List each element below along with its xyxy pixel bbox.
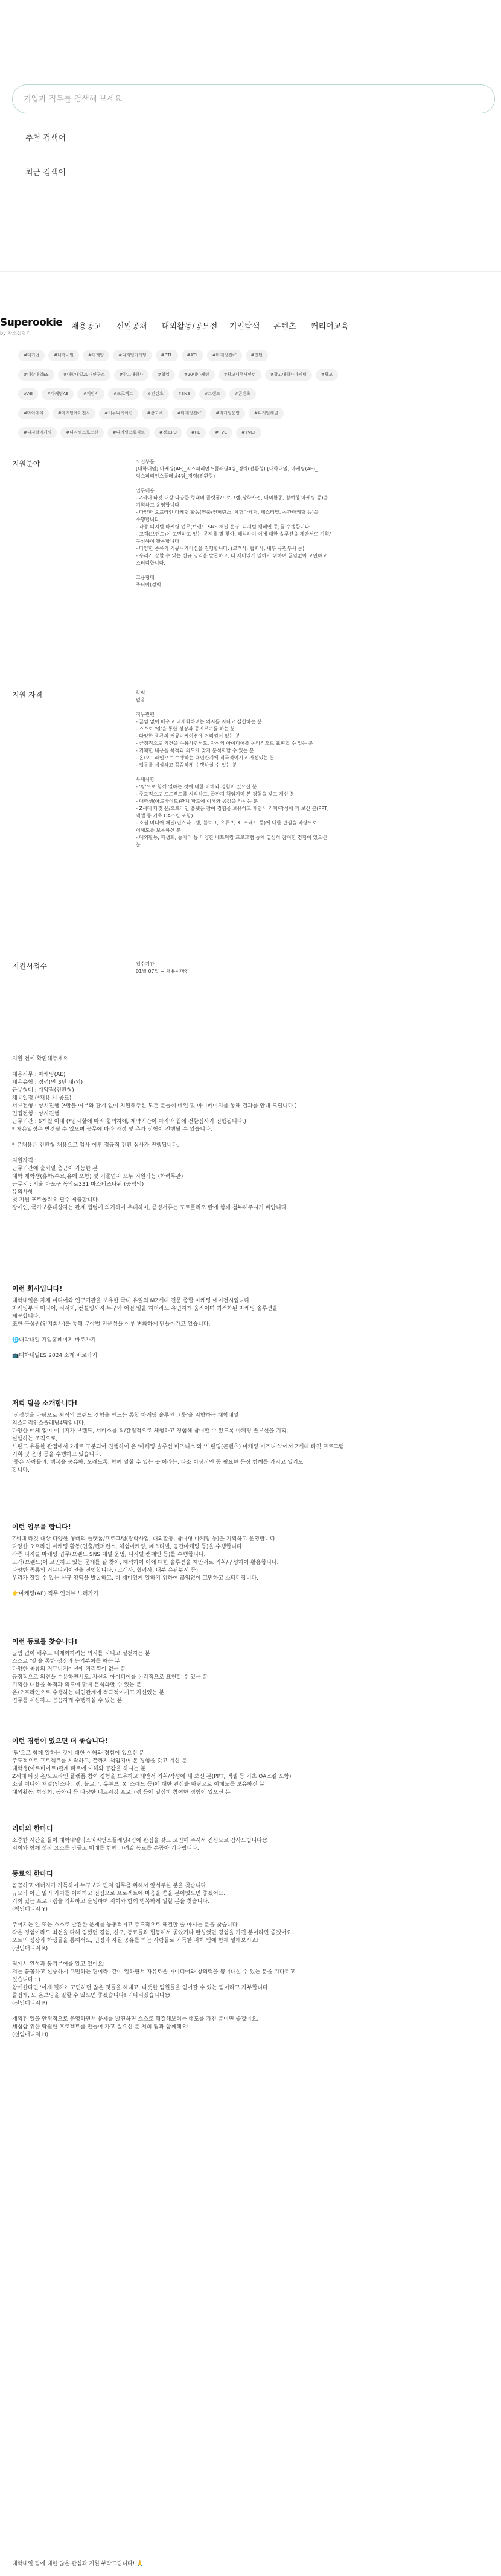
text-line: '팀'으로 함께 일하는 것에 대한 이해와 경험이 있으신 분 xyxy=(12,1750,145,1756)
nav-new-grad[interactable]: 신입공채 xyxy=(116,322,147,331)
section-heading: 이런 동료를 찾습니다! xyxy=(12,1638,78,1645)
text-line xyxy=(12,1329,489,1337)
tag[interactable]: #PD xyxy=(186,427,206,438)
tag[interactable]: #트렌드 xyxy=(199,388,226,400)
text-line: * 본채용은 전환형 채용으로 입사 이후 정규직 전환 심사가 진행됩니다. xyxy=(12,1142,179,1148)
text-line: 근무기간 : 6개월 이내 (*입사할에 따라 협의하에, 계약기간이 마지막 월에 전환심사가 진행됩니다.) xyxy=(12,1119,246,1125)
text-line xyxy=(136,567,492,574)
nav-contents[interactable]: 콘텐츠 xyxy=(273,322,296,331)
tag[interactable]: #대기업 xyxy=(18,350,45,361)
text-line: - 다양한 종류의 커뮤니케이션을 진행합니다. (고객사, 협력사, 내부 유관부서 등) xyxy=(136,546,305,551)
text-line: - '팀'으로 함께 일하는 것에 대한 이해와 경험이 있으신 분 xyxy=(136,784,257,790)
section-heading: 이런 회사입니다! xyxy=(12,1285,63,1293)
qualification-content xyxy=(136,689,492,849)
text-line: 학력 xyxy=(136,690,145,695)
text-line: 익스피리언스플래닝4팀입니다. xyxy=(12,1420,86,1426)
text-line: 직무관련 xyxy=(136,712,155,717)
tag-row xyxy=(18,350,495,363)
text-line: 근무지 : 서울 마포구 독막로331 마스터즈타워 (공덕역) xyxy=(12,1182,144,1188)
text-line: 실행하는 조직으로, xyxy=(12,1436,58,1442)
text-line xyxy=(136,480,492,487)
text-line: 대외활동, 학생회, 동아리 등 다양한 네트워킹 프로그램 등에 열심히 참여한 경험이 있으신 분 xyxy=(12,1790,231,1796)
tag[interactable]: #컨텐츠 xyxy=(142,388,169,400)
text-line: (선임매니저 P) xyxy=(12,2001,48,2007)
text-line: [대학내일] 마케팅(AE)_익스피리언스플래닝4팀_경력(전환형) [대학내일] 마케팅(AE)_ xyxy=(136,466,318,472)
tag[interactable]: #광고대행사인턴 xyxy=(219,369,261,381)
recommended-keywords-label: 추천 검색어 xyxy=(25,134,66,143)
text-line: 업무내용 xyxy=(136,488,155,493)
text-line: '좋은 사람들과, 행복을 공유하, 오래도록, 함께 일할 수 있는 곳'이라는, 다소 이상적인 꿈 필요한 문장 함께를 가지고 있기도 xyxy=(12,1460,304,1466)
tag[interactable]: #마케팅전략 xyxy=(172,408,207,419)
text-line: 기획한 내용을 목적과 의도에 맞게 분석화할 수 있는 분 xyxy=(12,1682,142,1688)
section-heading: 동료의 한마디 xyxy=(12,1870,53,1878)
text-line: 없음 xyxy=(136,697,145,703)
text-line xyxy=(12,1150,489,1157)
text-line: 기획 및 운영 등을 수행하고 있습니다. xyxy=(12,1452,101,1458)
tag[interactable]: #TVC xyxy=(209,427,232,438)
text-line: - 소셜 미디어 채널(인스타그램, 블로그, 유튜브, X, 스레드 등)에 대한 관심을 바탕으로 xyxy=(136,820,318,826)
text-line: - 다양한 오프라인 마케팅 활동(연출/컨퍼런스, 체험마케팅, 페스티벌, 공간마케팅 등)을 xyxy=(136,510,319,515)
text-line: 우리가 잘할 수 있는 신규 영역을 발굴하고, 더 재미있게 일하기 위하여 끊임없이 고민하고 스터디합니다. xyxy=(12,1575,259,1581)
tag[interactable]: #마케팅 xyxy=(83,350,109,361)
nav-companies[interactable]: 기업탐색 xyxy=(229,322,260,331)
tag[interactable]: #대학내일ES xyxy=(18,369,54,381)
text-line: 근무형태 : 계약직(전환형) xyxy=(12,1087,74,1093)
text-line: - 긍정적으로 의견을 수용하면서도, 자신의 아이디어를 논리적으로 표현할 수 있는 분 xyxy=(136,741,313,746)
text-line: - 대외활동, 학생회, 동아리 등 다양한 네트워킹 프로그램 등에 열심히 참여한 경험이 있으신 xyxy=(136,835,327,840)
text-line xyxy=(12,1063,489,1071)
text-line: (선임매니저 H) xyxy=(12,2032,49,2038)
tag[interactable]: #대학내일 xyxy=(48,350,79,361)
text-line: - 대학생(아르바이트)관계 파트에 이해와 공감을 하시는 분 xyxy=(136,799,258,804)
text-line: 기회 있는 프로그램을 기획하고 운영하며 저희와 함께 행복하게 일할 분을 찾습니다. xyxy=(12,1899,210,1905)
closing-text: 대학내일 팀에 대한 많은 관심과 지원 부탁드립니다! 🙏 xyxy=(12,2561,144,2567)
tag[interactable]: #ATL xyxy=(182,350,203,361)
text-line: 유의사항 xyxy=(12,1189,33,1195)
tag[interactable]: #마케팅AE xyxy=(42,388,74,400)
section-heading: 이런 업무를 합니다! xyxy=(12,1523,71,1531)
text-line: - 각종 디지털 마케팅 업무(브랜드 SNS 채널 운영, 디지털 캠페인 등)를 수행합니다. xyxy=(136,524,311,530)
text-line: 수행합니다. xyxy=(136,517,161,522)
text-line: 긍정적으로 의견을 수용하면서도, 자신의 아이디어를 논리적으로 표현할 수 있는 분 xyxy=(12,1674,208,1680)
text-line: 팀에서 완성과 동기부여를 알고 있어요! xyxy=(12,1961,106,1967)
text-line xyxy=(12,1914,489,1922)
text-line: 규모가 아닌 일의 가치를 이해하고 진심으로 프로젝트에 마음을 쏟을 분이었으면 좋겠어요. xyxy=(12,1891,226,1897)
tag-list xyxy=(18,350,495,446)
text-line: 소셜 미디어 채널(인스타그램, 블로그, 유튜브, X, 스레드 등)에 대한 관심을 바탕으로 이해도를 보유하신 분 xyxy=(12,1782,265,1788)
text-line: - 우리가 잘할 수 있는 신규 영역을 발굴하고, 더 재미있게 일하기 위하여 끊임없이 고민하고 xyxy=(136,553,327,559)
text-line xyxy=(12,2008,489,2016)
text-line: 주니어(경력 xyxy=(136,582,161,587)
text-line: '진정성을 바탕으로 최적의 브랜드 경험을 만드는 통합 마케팅 솔루션 그룹'을 지향하는 대학내일 xyxy=(12,1413,239,1419)
text-line: 장애인, 국가보훈대상자는 관계 법령에 의거하여 우대하며, 증빙서류는 포트폴리오 란에 함께 첨부해주시기 바랍니다. xyxy=(12,1205,289,1211)
tag[interactable]: #디지털프로젝트 xyxy=(107,427,150,438)
qualification-label: 지원 자격 xyxy=(12,691,43,699)
text-line: - 주도적으로 프로젝트를 시작하고, 끝까지 책임지며 본 경험을 갖고 계신 분 xyxy=(136,791,295,797)
tag[interactable]: #커뮤니케이션 xyxy=(99,408,138,419)
text-line: 업무를 세심하고 꼼꼼하게 수행하실 수 있는 분 xyxy=(12,1698,123,1704)
about-section xyxy=(12,1285,489,1360)
interview-link[interactable]: 👉마케팅(AE) 직무 인터뷰 보러가기 xyxy=(12,1591,98,1597)
text-line: - 스스로 '일'을 통한 성장과 동기부여를 하는 분 xyxy=(136,726,235,732)
text-line: 끊임 없이 배우고 내재화하려는 의지를 지니고 실천하는 분 xyxy=(12,1651,150,1657)
text-line: - 고객(브랜드)이 고민하고 있는 문제를 잘 찾아, 해석하여 이에 대한 솔루션을 제안서로 기획/ xyxy=(136,531,331,537)
text-line: - Z세대 타깃 온/오프라인 플랫폼 참여 경험을 보유하고 제안서 기획/작성에 꽤 보신 분(PPT, xyxy=(136,806,329,811)
tag[interactable]: #대학내일20대연구소 xyxy=(58,369,110,381)
intro-section xyxy=(12,1055,489,1212)
peer-section xyxy=(12,1870,489,2039)
text-line: 포트의 성장과 학생들을 통해서도, 인정과 자원 공유를 하는 사람들로 가득한 저희 팀에 함께 일해보시죠! xyxy=(12,1938,259,1944)
logo[interactable]: Superookie xyxy=(0,317,63,329)
tag[interactable]: #프로젝트 xyxy=(108,388,139,400)
text-line xyxy=(136,769,492,776)
intro-video-link[interactable]: 📺대학내일ES 2024 소개 바로가기 xyxy=(12,1353,98,1359)
text-line: 다양한 종류의 커뮤니케이션을 진행합니다. (고객사, 협력사, 내부 유관부서 등) xyxy=(12,1568,199,1574)
text-line xyxy=(12,1583,489,1590)
text-line: 저희와 함께 성장 요소를 만들고 미래를 함께 그려갈 동료를 손꼽아 기다립니다. xyxy=(12,1846,199,1852)
tag[interactable]: #마케팅전략 xyxy=(207,350,242,361)
text-line: 꼼꼼하고 에너지가 가득하여 누구보다 먼저 업무를 위해서 앞서주실 분을 찾습니다. xyxy=(12,1883,208,1889)
text-line: 브랜드 유통한 관점에서 2개로 구분되어 진행하여 온 '마케팅 솔루션 비즈니스'와 '브랜딩(콘텐츠) 마케팅 비즈니스'에서 Z세대 타깃 프로그램 xyxy=(12,1444,344,1450)
text-line: 이해도를 보유하신 분 xyxy=(136,828,181,833)
text-line: 다양한 매체 없이 이미지가 브랜드, 서비스를 직/간접적으로 체험하고 경험해 참여할 수 있도록 마케팅 솔루션을 기획, xyxy=(12,1428,289,1434)
tag[interactable]: #광고대행사 xyxy=(114,369,149,381)
text-line xyxy=(136,704,492,711)
text-line: 채용유형 : 경력(만 3년 내/외) xyxy=(12,1080,83,1086)
section-heading: 리더의 한마디 xyxy=(12,1824,53,1832)
tag[interactable]: #디지털마케팅 xyxy=(18,427,57,438)
text-line: 각은 경험이라도 최선을 다해 임했던 경험, 친구, 동료들과 협동해서 좋았거나 완성했던 경험을 가진 분이라면 좋겠어요. xyxy=(12,1930,293,1936)
application-period-label: 지원서접수 xyxy=(12,962,47,970)
text-line: Z세대 타깃 대상 다양한 형태의 플랫폼/프로그램(장학사업, 대외활동, 참여형 마케팅 등)을 기획하고 운영합니다. xyxy=(12,1536,277,1542)
application-period-content xyxy=(136,961,492,975)
text-line: 대학내일은 자체 미디어와 연구기관을 보유한 국내 유일의 MZ세대 전문 종합 마케팅 에이전시입니다. xyxy=(12,1298,252,1304)
tag-row xyxy=(18,369,495,382)
tag[interactable]: #TVCF xyxy=(236,427,261,438)
divider xyxy=(0,271,501,272)
homepage-link[interactable]: 🌐대학내일 기업홈페이지 바로가기 xyxy=(12,1337,96,1343)
text-line: 대학 재학생(휴학/수료,유예 포함) 및 기졸업자 모두 지원가능 (학력무관) xyxy=(12,1174,183,1180)
logo-subtitle: by 자소설닷컴 xyxy=(0,331,31,336)
leader-section xyxy=(12,1824,489,1853)
text-line: - 업무를 세심하고 꼼꼼하게 수행하실 수 있는 분 xyxy=(136,762,237,768)
text-line: 계획된 일을 안정적으로 운영하면서 문제를 발견하면 스스로 해결해보려는 태도를 가진 분이면 좋겠어요. xyxy=(12,2016,259,2022)
text-line: 01월 07일 ~ 채용시마감 xyxy=(136,969,190,974)
text-line: 스스로 '일'을 통한 성장과 동기부여를 하는 분 xyxy=(12,1659,120,1665)
closing-section xyxy=(12,2560,489,2568)
text-line: 기획하고 운영합니다. xyxy=(136,502,181,508)
text-line: 근무기간에 출퇴일 출근이 가능한 분 xyxy=(12,1166,98,1172)
tag[interactable]: #20대마케팅 xyxy=(179,369,215,381)
text-line: 즐겁게, 또 온보딩을 일할 수 있으면 좋겠습니다! 기다리겠습니다😊 xyxy=(12,1993,170,1999)
nav-activities[interactable]: 대외활동/공모전 xyxy=(162,322,218,331)
tag[interactable]: #정보PD xyxy=(154,427,182,438)
nav-career-edu[interactable]: 커리어교육 xyxy=(311,322,349,331)
text-line: 온/오프라인으로 수행하는 대인관계에 적극적이시고 자신있는 분 xyxy=(12,1690,165,1696)
text-line: 함께한다면 '이게 될까?' 고민하던 많은 것들을 해내고, 따뜻한 팀원들을 얻어갈 수 있는 팀이라고 자부합니다. xyxy=(12,1985,270,1991)
team-section xyxy=(12,1399,489,1475)
text-line: 면접전형 : 상시진행 xyxy=(12,1111,60,1117)
tag[interactable]: #협업 xyxy=(152,369,174,381)
text-line xyxy=(12,1953,489,1961)
text-line: 고용형태 xyxy=(136,575,155,580)
tag[interactable]: #광고 xyxy=(316,369,338,381)
tag[interactable]: #광고주 xyxy=(142,408,168,419)
section-heading: 이런 경험이 있으면 더 좋습니다! xyxy=(12,1737,108,1745)
text-line: 접수기간 xyxy=(136,961,155,967)
work-section xyxy=(12,1523,489,1598)
preferred-section xyxy=(12,1737,489,1797)
text-line: 우대사항 xyxy=(136,777,155,782)
text-line: 저는 꼼꼼하고 신중하게 고민하는 편이라, 같이 일하면서 자유로운 아이디어와 창의력을 뿜어내실 수 있는 분을 기다리고 xyxy=(12,1969,295,1975)
text-line: - Z세대 타깃 대상 다양한 형태의 플랫폼/프로그램(장학사업, 대외활동, 참여형 마케팅 등)을 xyxy=(136,495,328,501)
search-bar[interactable] xyxy=(12,84,495,113)
text-line: 각종 디지털 마케팅 업무(브랜드 SNS 채널 운영, 디지털 캠페인 등)를 수행합니다. xyxy=(12,1552,206,1558)
tag[interactable]: #디지털마케팅 xyxy=(113,350,152,361)
text-line: 첫 지원 포트폴리오 필수 제출합니다. xyxy=(12,1197,100,1203)
tag[interactable]: #마이데이 xyxy=(18,408,49,419)
text-line: 주어지는 일 또는 스스로 발견한 문제를 능동적이고 주도적으로 해결할 줄 아시는 분을 찾습니다. xyxy=(12,1922,240,1928)
tag[interactable]: #디지털프로모션 xyxy=(60,427,103,438)
text-line: 다양한 오프라인 마케팅 활동(연출/컨퍼런스, 체험마케팅, 페스티벌, 공간마케팅 등)을 수행합니다. xyxy=(12,1544,244,1550)
text-line: - 다양한 종류의 커뮤니케이션에 거리낌이 없는 분 xyxy=(136,733,240,739)
tag[interactable]: #BTL xyxy=(156,350,178,361)
text-line: 세심함 위한 탁월한 프로젝트를 만들어 가고 싶으신 분 저희 팀과 함께해요! xyxy=(12,2024,190,2030)
text-line xyxy=(12,1344,489,1352)
tag[interactable]: #AE xyxy=(18,388,38,400)
text-line: 채용직무 : 마케팅(AE) xyxy=(12,1072,66,1078)
text-line: 주도적으로 프로젝트를 시작하고, 끝까지 책임지며 본 경험을 갖고 계신 분 xyxy=(12,1758,187,1764)
tag[interactable]: #마케팅운영 xyxy=(210,408,245,419)
text-line: 지원 전에 확인해주세요! xyxy=(12,1056,71,1062)
text-line: * 채용일정은 변경될 수 있으며 공무에 따라 과정 및 추가 전형이 진행될 수 있습니다. xyxy=(12,1127,212,1133)
field-label: 지원분야 xyxy=(12,460,40,468)
seeking-section xyxy=(12,1638,489,1705)
text-line xyxy=(12,1134,489,1142)
text-line: 스터디합니다. xyxy=(136,560,165,566)
field-content xyxy=(136,458,492,589)
text-line: 지원자격 : xyxy=(12,1158,37,1164)
text-line: Z세대 타깃 온/오프라인 플랫폼 참여 경험을 보유하고 제안서 기획/작성에 꽤 보신 분(PPT, 엑셀 등 기초 OA스킬 포함) xyxy=(12,1774,292,1780)
tag[interactable]: #광고대행사마케팅 xyxy=(265,369,312,381)
tag[interactable]: #인턴 xyxy=(246,350,268,361)
nav-jobs[interactable]: 채용공고 xyxy=(71,322,102,331)
tag[interactable]: #제안서 xyxy=(77,388,104,400)
tag-row xyxy=(18,408,495,421)
tag-row xyxy=(18,388,495,402)
text-line: 익스피리언스플래닝4팀_경력(전환형) xyxy=(136,473,215,479)
text-line: 채용일정 (*채용 시 종료) xyxy=(12,1095,72,1101)
text-line: 제공합니다. xyxy=(12,1314,40,1320)
text-line: 분 xyxy=(136,842,141,847)
text-line: 고객(브랜드)이 고민하고 있는 문제를 잘 찾아, 해석하여 이에 대한 솔루션을 제안서로 기획/구성하여 활용합니다. xyxy=(12,1560,279,1566)
text-line: 대학생(아르바이트)관계 파트에 이해와 공감을 하시는 분 xyxy=(12,1766,146,1772)
tag[interactable]: #디지털채널 xyxy=(249,408,284,419)
search-input[interactable] xyxy=(13,85,494,113)
text-line: 또한 구성원(인지회사)을 통해 분야별 전문성을 이루 변화하게 만들어가고 있습니다. xyxy=(12,1321,211,1328)
text-line: 마케팅부터 미디어, 리서치, 컨설팅까지 누구와 어떤 일을 하더라도 유연하게 움직이며 최적화된 마케팅 솔루션을 xyxy=(12,1306,278,1312)
section-heading: 저희 팀을 소개합니다! xyxy=(12,1399,78,1407)
text-line: (선임매니저 K) xyxy=(12,1946,48,1952)
tag-row xyxy=(18,427,495,440)
text-line: 합니다. xyxy=(12,1467,30,1473)
text-line: 서류전형 : 상시진행 (*합불 여부와 관계 없이 지원해주신 모든 분들께 메일 및 마이페이지를 통해 결과를 안내 드립니다.) xyxy=(12,1103,297,1109)
tag[interactable]: #SNS xyxy=(173,388,196,400)
text-line: 구성하여 활용합니다. xyxy=(136,539,181,544)
text-line: - 기획한 내용을 목적과 의도에 맞게 분석화할 수 있는 분 xyxy=(136,748,254,753)
tag[interactable]: #콘텐츠 xyxy=(229,388,256,400)
tag[interactable]: #마케팅에이전시 xyxy=(53,408,95,419)
text-line: - 온/오프라인으로 수행하는 대인관계에 적극적이시고 자신있는 분 xyxy=(136,755,275,761)
recent-keywords-label: 최근 검색어 xyxy=(25,168,66,177)
text-line: 다양한 종류의 커뮤니케이션에 거리낌이 없는 분 xyxy=(12,1666,126,1673)
text-line: 있습니다 : ) xyxy=(12,1977,41,1983)
text-line: 모집부문 xyxy=(136,459,155,464)
text-line: 엑셀 등 기초 OA스킬 포함) xyxy=(136,813,193,818)
text-line: (책임매니저 Y) xyxy=(12,1907,48,1913)
text-line: - 끊임 없이 배우고 내재화하려는 의지를 지니고 실천하는 분 xyxy=(136,719,262,724)
text-line: 소중한 시간을 들여 대학내일익스피리언스플래닝4팀에 관심을 갖고 고민해 주셔서 진심으로 감사드립니다😊 xyxy=(12,1838,268,1844)
